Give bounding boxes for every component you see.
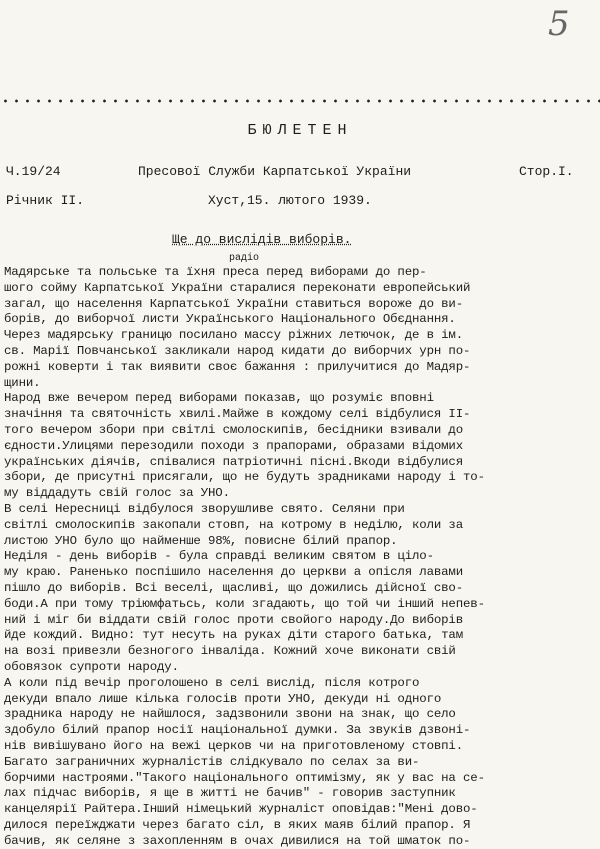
text-line: шого сойму Карпатської України старалися переконати европейський bbox=[4, 280, 471, 295]
text-line: Багато заграничних журналістів слідкувало по селах за ви- bbox=[4, 754, 420, 769]
dateline: Хуст,15. лютого 1939. bbox=[208, 193, 372, 208]
document-title: БЮЛЕТЕН bbox=[247, 122, 353, 139]
text-line: того вечером збори при світлі смолоскипів, бесідники взивали до bbox=[4, 423, 463, 437]
text-line: канцелярії Райтера.Інший німецький журналіст оповідав:"Мені дово- bbox=[4, 802, 478, 817]
document-code: Ч.19/24 bbox=[6, 164, 61, 179]
text-line: боди.А при тому тріюмфатьсь, коли згадають, що той чи інший непев- bbox=[4, 596, 485, 611]
text-line: му віддадуть свій голос за УНО. bbox=[4, 486, 230, 501]
heading-note: радіо bbox=[229, 253, 260, 264]
text-line: А коли під вечір проголошено в селі вислід, після котрого bbox=[4, 675, 420, 690]
text-line: щини. bbox=[4, 375, 41, 390]
text-line: листою УНО було що найменше 98%, повисне білий прапор. bbox=[4, 533, 398, 548]
text-line: борів, до виборчої листи Українського Національного Обєднання. bbox=[4, 312, 456, 327]
text-line: дилося переїжджати через багато сіл, в яких маяв білий прапор. Я bbox=[4, 818, 471, 832]
press-service-name: Пресової Служби Карпатської України bbox=[138, 164, 412, 179]
text-line: єдности.Улицями перезодили походи з прапорами, образами відомих bbox=[4, 438, 463, 453]
text-line: В селі Нересниці відбулося зворушливе свято. Селяни при bbox=[4, 502, 405, 516]
text-line: Народ вже вечером перед виборами показав, що розуміє вповні bbox=[4, 391, 434, 406]
text-line: декуди впало лише кілька голосів проти УНО, декуди ні одного bbox=[4, 691, 442, 706]
text-line: загал, що населення Карпатської України ставиться вороже до ви- bbox=[4, 296, 463, 311]
text-line: збори, де присутні присягали, що не будуть зрадниками народу і то- bbox=[4, 470, 485, 485]
text-line: нів вивішувано його на вежі церков чи на приготовленому стовпі. bbox=[4, 739, 463, 753]
text-line: українських діячів, співалися патріотичні пісні.Вкоди відбулися bbox=[4, 454, 463, 469]
text-line: зрадника народу не найшлося, задзвонили звони на знак, що село bbox=[4, 707, 456, 722]
text-line: Мадярське та польське та їхня преса перед виборами до пер- bbox=[4, 265, 427, 279]
text-line: Неділя - день виборів - була справді великим святом в ціло- bbox=[4, 549, 434, 564]
text-line: значіння та святочність хвилі.Майже в кождому селі відбулися ІІ- bbox=[4, 407, 471, 422]
text-line: му краю. Раненько поспішило населення до церкви а опісля лавами bbox=[4, 565, 463, 580]
text-line: св. Марії Повчанської закликали народ кидати до виборчих урн по- bbox=[4, 344, 471, 358]
text-line: пішло до виборів. Всі веселі, щасливі, що дожились дійсної сво- bbox=[4, 581, 463, 595]
text-line: бачив, як селяне з захопленням в очах дивилися на той шматок по- bbox=[4, 833, 471, 848]
article-heading: Ще до вислідів виборів. bbox=[172, 232, 352, 247]
text-line: обовязок супроти народу. bbox=[4, 660, 179, 674]
text-line: Через мадярську границю посилано массу ріжних летючок, де в ім. bbox=[4, 328, 463, 343]
text-line: здобуло білий прапор носії національної думки. За звуків дзвоні- bbox=[4, 723, 471, 738]
text-line: лах підчас виборів, я ще в житті не бачив" - говорив заступник bbox=[4, 786, 456, 801]
text-line: борчими настроями."Такого національного оптимізму, як у вас на се- bbox=[4, 770, 485, 785]
text-line: рожні коверти і так виявити своє бажання : прилучитися до Мадяр- bbox=[4, 359, 471, 374]
text-line: ний і міг би віддати свій голос проти свойого народу.До виборів bbox=[4, 612, 463, 627]
text-line: йде кождий. Видно: тут несуть на руках діти старого батька, там bbox=[4, 628, 463, 643]
year-label: Річник ІІ. bbox=[6, 193, 85, 208]
margin-handwritten-mark: 5 bbox=[548, 4, 570, 44]
page-label: Стор.І. bbox=[519, 164, 574, 179]
text-line: світлі смолоскипів закопали стовп, на котрому в неділю, коли за bbox=[4, 517, 463, 532]
text-line: на возі привезли безногого інваліда. Кожний хоче виконати свій bbox=[4, 644, 456, 659]
